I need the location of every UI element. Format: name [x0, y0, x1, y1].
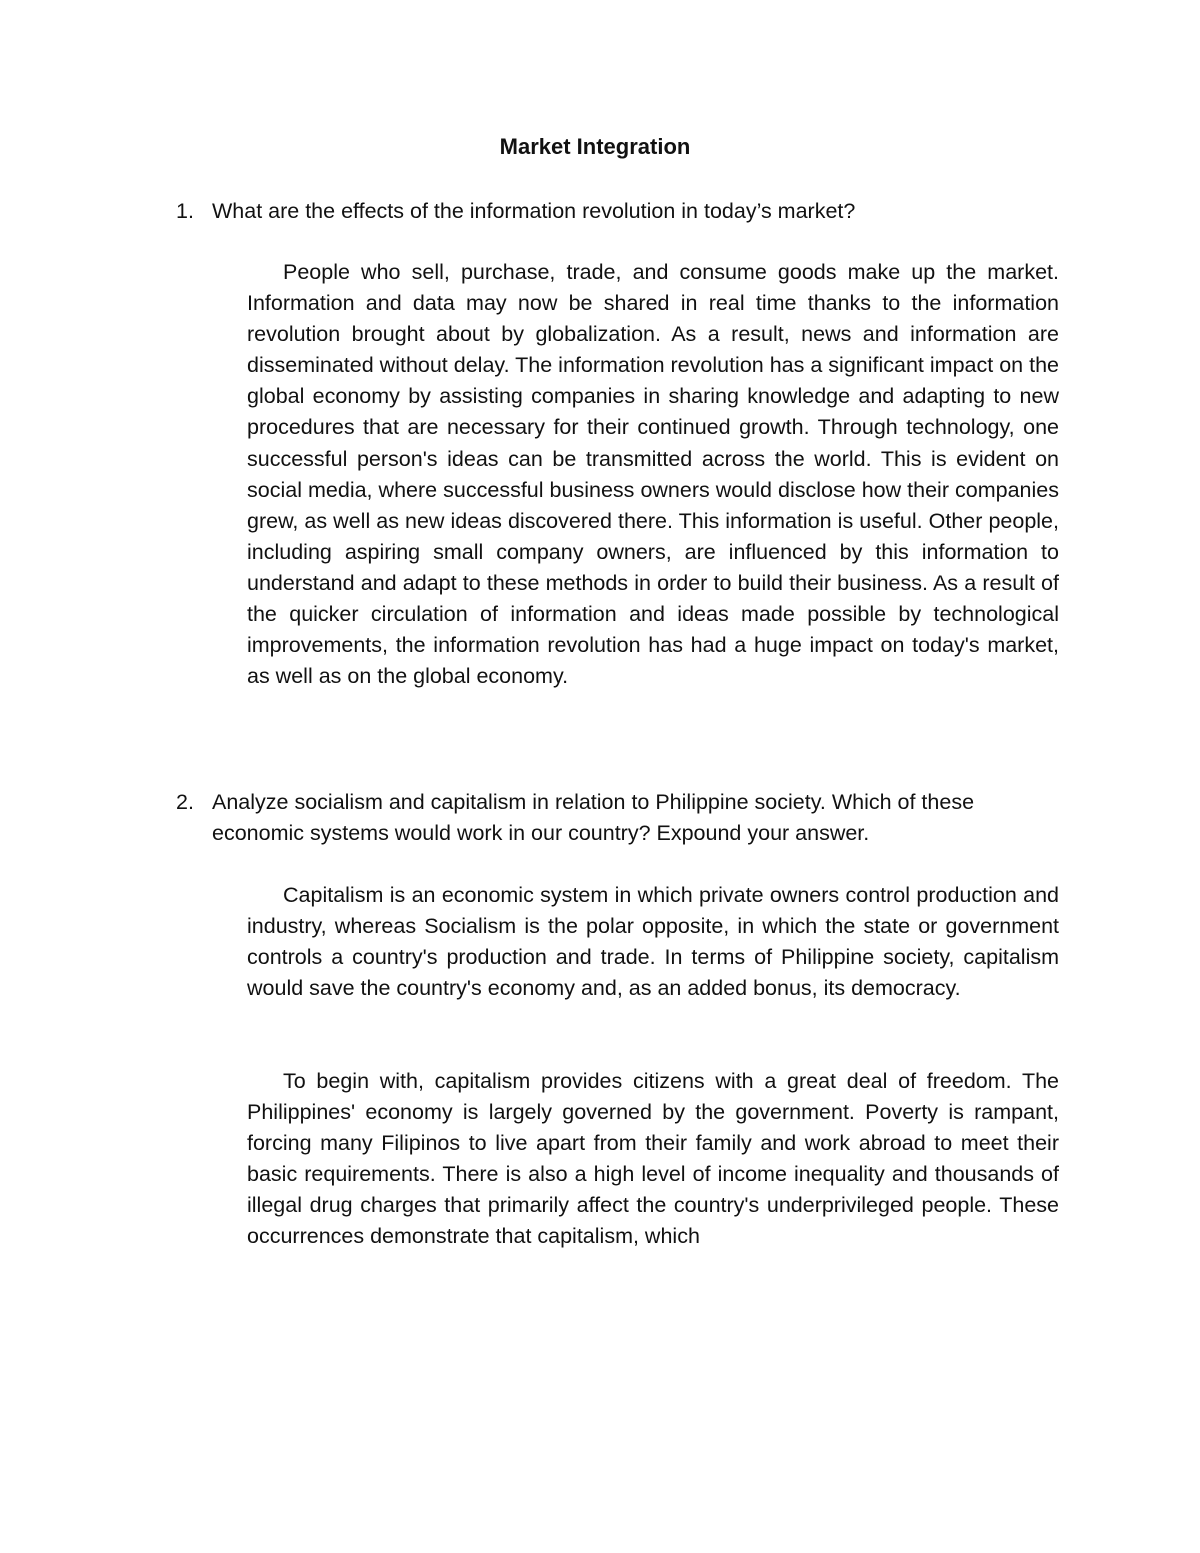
- question-number: 2.: [176, 790, 194, 814]
- question-1: [176, 196, 1062, 227]
- question-text: Analyze socialism and capitalism in relation to Philippine society. Which of these economic systems would work in our country? Expound your answer.: [212, 790, 975, 845]
- document-title: Market Integration: [499, 134, 691, 159]
- question-number: 1.: [176, 199, 194, 223]
- question-2: [176, 787, 1062, 849]
- answer-2-paragraph-1: Capitalism is an economic system in which private owners control production and industry, whereas Socialism is the polar opposite, in which the state or government controls a country's production and trade. In terms of Philippine society, capitalism would save the country's economy and, as an added bonus, its democracy.: [247, 883, 1059, 1001]
- answer-2-paragraph-2: To begin with, capitalism provides citizens with a great deal of freedom. The Philippines' economy is largely governed by the government. Poverty is rampant, forcing many Filipinos to live apart from their family and work abroad to meet their basic requirements. There is also a high level of income inequality and thousands of illegal drug charges that primarily affect the country's underprivileged people. These occurrences demonstrate that capitalism, which: [247, 1069, 1059, 1249]
- answer-1-paragraph-1: People who sell, purchase, trade, and consume goods make up the market. Information and data may now be shared in real time thanks to the information revolution brought about by globalization. As a result, news and information are disseminated without delay. The information revolution has a significant impact on the global economy by assisting companies in sharing knowledge and adapting to new procedures that are necessary for their continued growth. Through technology, one successful person's ideas can be transmitted across the world. This is evident on social media, where successful business owners would disclose how their companies grew, as well as new ideas discovered there. This information is useful. Other people, including aspiring small company owners, are influenced by this information to understand and adapt to these methods in order to build their business. As a result of the quicker circulation of information and ideas made possible by technological improvements, the information revolution has had a huge impact on today's market, as well as on the global economy.: [247, 260, 1059, 689]
- question-text: What are the effects of the information revolution in today’s market?: [212, 199, 856, 223]
